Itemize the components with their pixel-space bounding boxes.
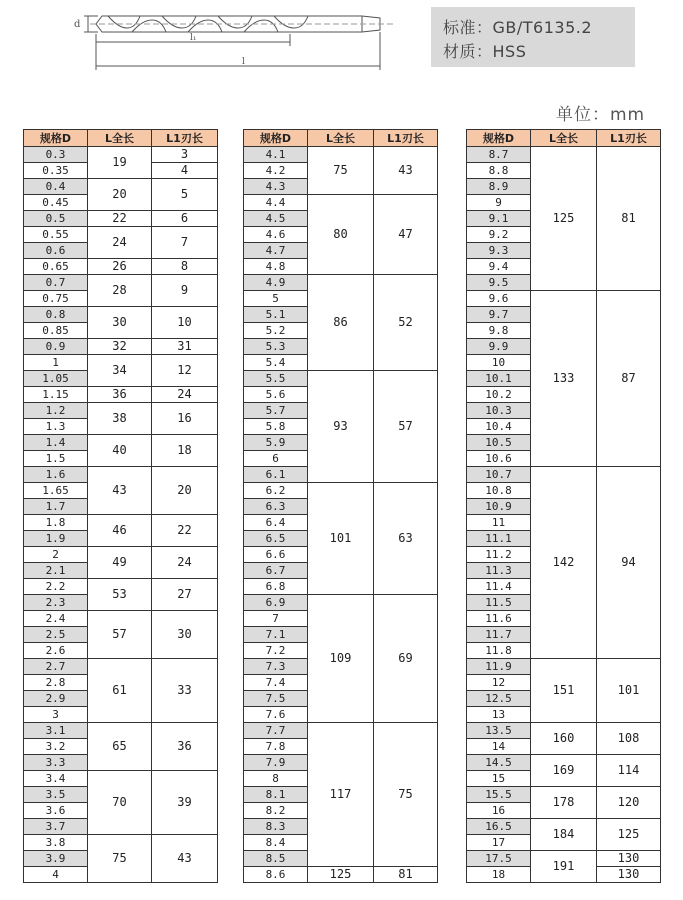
size-d-cell: 8.1 [244, 787, 308, 803]
size-d-cell: 2.8 [24, 675, 88, 691]
total-length-cell: 125 [531, 147, 597, 291]
total-length-cell: 169 [531, 755, 597, 787]
table-row [467, 291, 661, 307]
size-d-cell: 10.9 [467, 499, 531, 515]
size-d-cell: 8.9 [467, 179, 531, 195]
total-length-cell: 57 [88, 611, 152, 659]
table-row [24, 275, 218, 291]
flute-length-cell: 63 [374, 483, 438, 595]
column-header: L全长 [88, 130, 152, 147]
flute-length-cell: 9 [152, 275, 218, 307]
size-d-cell: 3.4 [24, 771, 88, 787]
flute-length-cell: 5 [152, 179, 218, 211]
total-length-cell: 24 [88, 227, 152, 259]
size-d-cell: 8.6 [244, 867, 308, 883]
flute-length-cell: 3 [152, 147, 218, 163]
spec-info-box [431, 7, 635, 67]
size-d-cell: 7.2 [244, 643, 308, 659]
column-header: 规格D [467, 130, 531, 147]
size-d-cell: 11.8 [467, 643, 531, 659]
total-length-cell: 142 [531, 467, 597, 659]
total-length-cell: 133 [531, 291, 597, 467]
total-length-cell: 184 [531, 819, 597, 851]
size-d-cell: 17.5 [467, 851, 531, 867]
size-d-cell: 0.45 [24, 195, 88, 211]
column-header: L1刃长 [374, 130, 438, 147]
total-length-cell: 40 [88, 435, 152, 467]
total-length-cell: 75 [308, 147, 374, 195]
size-d-cell: 6.1 [244, 467, 308, 483]
size-d-cell: 9.1 [467, 211, 531, 227]
table-row [467, 723, 661, 739]
flute-length-cell: 120 [597, 787, 661, 819]
size-d-cell: 3.8 [24, 835, 88, 851]
size-d-cell: 14.5 [467, 755, 531, 771]
size-d-cell: 5 [244, 291, 308, 307]
total-length-cell: 43 [88, 467, 152, 515]
size-d-cell: 7.3 [244, 659, 308, 675]
table-row [467, 851, 661, 867]
size-d-cell: 10 [467, 355, 531, 371]
total-length-cell: 117 [308, 723, 374, 867]
flute-length-cell: 101 [597, 659, 661, 723]
flute-length-cell: 130 [597, 867, 661, 883]
size-d-cell: 18 [467, 867, 531, 883]
flute-length-cell: 130 [597, 851, 661, 867]
size-d-cell: 1.15 [24, 387, 88, 403]
size-d-cell: 3.5 [24, 787, 88, 803]
size-d-cell: 5.8 [244, 419, 308, 435]
flute-length-cell: 43 [152, 835, 218, 883]
size-d-cell: 10.4 [467, 419, 531, 435]
column-header: 规格D [24, 130, 88, 147]
flute-length-cell: 30 [152, 611, 218, 659]
total-length-cell: 65 [88, 723, 152, 771]
size-d-cell: 5.2 [244, 323, 308, 339]
size-d-cell: 8.7 [467, 147, 531, 163]
column-header: L1刃长 [597, 130, 661, 147]
table-row [467, 467, 661, 483]
size-d-cell: 11.1 [467, 531, 531, 547]
size-d-cell: 16.5 [467, 819, 531, 835]
table-row [244, 371, 438, 387]
size-d-cell: 0.35 [24, 163, 88, 179]
table-row [24, 579, 218, 595]
size-d-cell: 0.3 [24, 147, 88, 163]
flute-length-cell: 24 [152, 387, 218, 403]
total-length-cell: 34 [88, 355, 152, 387]
total-length-cell: 86 [308, 275, 374, 371]
size-d-cell: 10.3 [467, 403, 531, 419]
size-d-cell: 9.2 [467, 227, 531, 243]
unit-label: 单位：mm [556, 105, 646, 125]
size-d-cell: 9.7 [467, 307, 531, 323]
size-d-cell: 4.9 [244, 275, 308, 291]
header-row [467, 130, 661, 147]
size-d-cell: 1.5 [24, 451, 88, 467]
size-d-cell: 1.6 [24, 467, 88, 483]
size-d-cell: 10.1 [467, 371, 531, 387]
table-row [24, 835, 218, 851]
diagram-label-l: l [242, 57, 245, 67]
size-d-cell: 3.9 [24, 851, 88, 867]
table-row [467, 147, 661, 163]
size-d-cell: 7.9 [244, 755, 308, 771]
size-d-cell: 0.6 [24, 243, 88, 259]
table-row [24, 147, 218, 163]
size-d-cell: 9 [467, 195, 531, 211]
size-d-cell: 1.4 [24, 435, 88, 451]
flute-length-cell: 36 [152, 723, 218, 771]
size-d-cell: 1.65 [24, 483, 88, 499]
size-d-cell: 0.85 [24, 323, 88, 339]
size-d-cell: 3.3 [24, 755, 88, 771]
size-d-cell: 6.6 [244, 547, 308, 563]
total-length-cell: 38 [88, 403, 152, 435]
size-d-cell: 6.4 [244, 515, 308, 531]
size-d-cell: 13.5 [467, 723, 531, 739]
size-d-cell: 0.9 [24, 339, 88, 355]
table-row [24, 771, 218, 787]
size-d-cell: 8 [244, 771, 308, 787]
total-length-cell: 80 [308, 195, 374, 275]
size-d-cell: 4.2 [244, 163, 308, 179]
flute-length-cell: 18 [152, 435, 218, 467]
total-length-cell: 101 [308, 483, 374, 595]
size-d-cell: 7.6 [244, 707, 308, 723]
total-length-cell: 61 [88, 659, 152, 723]
size-d-cell: 5.3 [244, 339, 308, 355]
total-length-cell: 125 [308, 867, 374, 883]
size-d-cell: 3 [24, 707, 88, 723]
size-d-cell: 15.5 [467, 787, 531, 803]
flute-length-cell: 22 [152, 515, 218, 547]
table-row [244, 483, 438, 499]
total-length-cell: 53 [88, 579, 152, 611]
size-d-cell: 10.2 [467, 387, 531, 403]
size-d-cell: 7.1 [244, 627, 308, 643]
flute-length-cell: 43 [374, 147, 438, 195]
column-header: L全长 [308, 130, 374, 147]
size-d-cell: 12.5 [467, 691, 531, 707]
total-length-cell: 26 [88, 259, 152, 275]
size-d-cell: 9.8 [467, 323, 531, 339]
size-d-cell: 4 [24, 867, 88, 883]
table-row [24, 723, 218, 739]
size-d-cell: 0.5 [24, 211, 88, 227]
size-d-cell: 6.5 [244, 531, 308, 547]
size-d-cell: 1 [24, 355, 88, 371]
total-length-cell: 22 [88, 211, 152, 227]
total-length-cell: 191 [531, 851, 597, 883]
size-d-cell: 11.4 [467, 579, 531, 595]
total-length-cell: 46 [88, 515, 152, 547]
size-d-cell: 4.4 [244, 195, 308, 211]
size-d-cell: 10.8 [467, 483, 531, 499]
table-row [467, 787, 661, 803]
total-length-cell: 32 [88, 339, 152, 355]
flute-length-cell: 87 [597, 291, 661, 467]
table-row [24, 547, 218, 563]
size-d-cell: 6.7 [244, 563, 308, 579]
size-d-cell: 3.7 [24, 819, 88, 835]
flute-length-cell: 81 [374, 867, 438, 883]
total-length-cell: 109 [308, 595, 374, 723]
size-d-cell: 3.1 [24, 723, 88, 739]
flute-length-cell: 125 [597, 819, 661, 851]
table-row [244, 195, 438, 211]
column-header: L全长 [531, 130, 597, 147]
flute-length-cell: 81 [597, 147, 661, 291]
total-length-cell: 19 [88, 147, 152, 179]
flute-length-cell: 114 [597, 755, 661, 787]
table-row [244, 867, 438, 883]
size-d-cell: 6 [244, 451, 308, 467]
table-row [24, 467, 218, 483]
total-length-cell: 28 [88, 275, 152, 307]
size-d-cell: 9.9 [467, 339, 531, 355]
size-d-cell: 5.7 [244, 403, 308, 419]
table-row [24, 259, 218, 275]
size-d-cell: 8.2 [244, 803, 308, 819]
size-d-cell: 11.3 [467, 563, 531, 579]
size-d-cell: 2.7 [24, 659, 88, 675]
size-d-cell: 0.7 [24, 275, 88, 291]
table-row [24, 403, 218, 419]
drill-dimension-diagram [62, 4, 402, 74]
size-d-cell: 8.3 [244, 819, 308, 835]
flute-length-cell: 20 [152, 467, 218, 515]
size-d-cell: 10.5 [467, 435, 531, 451]
size-d-cell: 11.2 [467, 547, 531, 563]
size-d-cell: 6.8 [244, 579, 308, 595]
table-row [467, 659, 661, 675]
standard-text: 标准：GB/T6135.2 [443, 18, 593, 37]
flute-length-cell: 94 [597, 467, 661, 659]
size-d-cell: 6.3 [244, 499, 308, 515]
table-row [244, 147, 438, 163]
size-d-cell: 4.7 [244, 243, 308, 259]
size-d-cell: 5.6 [244, 387, 308, 403]
flute-length-cell: 57 [374, 371, 438, 483]
size-d-cell: 1.3 [24, 419, 88, 435]
size-d-cell: 7.5 [244, 691, 308, 707]
size-d-cell: 10.6 [467, 451, 531, 467]
column-header: L1刃长 [152, 130, 218, 147]
size-d-cell: 9.5 [467, 275, 531, 291]
size-d-cell: 0.55 [24, 227, 88, 243]
total-length-cell: 30 [88, 307, 152, 339]
spec-table-2 [243, 129, 438, 883]
flute-length-cell: 39 [152, 771, 218, 835]
size-d-cell: 0.65 [24, 259, 88, 275]
table-row [24, 355, 218, 371]
size-d-cell: 7.7 [244, 723, 308, 739]
flute-length-cell: 52 [374, 275, 438, 371]
diagram-label-d: d [74, 19, 81, 30]
size-d-cell: 2.6 [24, 643, 88, 659]
size-d-cell: 8.8 [467, 163, 531, 179]
table-row [24, 387, 218, 403]
flute-length-cell: 24 [152, 547, 218, 579]
size-d-cell: 7.8 [244, 739, 308, 755]
size-d-cell: 5.1 [244, 307, 308, 323]
table-row [24, 659, 218, 675]
total-length-cell: 20 [88, 179, 152, 211]
header-row [24, 130, 218, 147]
size-d-cell: 2.5 [24, 627, 88, 643]
size-d-cell: 0.4 [24, 179, 88, 195]
diagram-label-l1: l₁ [190, 33, 197, 43]
flute-length-cell: 33 [152, 659, 218, 723]
table-row [24, 435, 218, 451]
size-d-cell: 13 [467, 707, 531, 723]
size-d-cell: 3.6 [24, 803, 88, 819]
size-d-cell: 16 [467, 803, 531, 819]
size-d-cell: 9.6 [467, 291, 531, 307]
size-d-cell: 2.2 [24, 579, 88, 595]
total-length-cell: 70 [88, 771, 152, 835]
size-d-cell: 0.75 [24, 291, 88, 307]
table-row [24, 211, 218, 227]
size-d-cell: 17 [467, 835, 531, 851]
size-d-cell: 11 [467, 515, 531, 531]
size-d-cell: 11.5 [467, 595, 531, 611]
size-d-cell: 5.9 [244, 435, 308, 451]
size-d-cell: 2.1 [24, 563, 88, 579]
size-d-cell: 1.05 [24, 371, 88, 387]
size-d-cell: 1.7 [24, 499, 88, 515]
size-d-cell: 1.8 [24, 515, 88, 531]
size-d-cell: 1.2 [24, 403, 88, 419]
size-d-cell: 14 [467, 739, 531, 755]
flute-length-cell: 4 [152, 163, 218, 179]
size-d-cell: 0.8 [24, 307, 88, 323]
total-length-cell: 160 [531, 723, 597, 755]
flute-length-cell: 16 [152, 403, 218, 435]
size-d-cell: 2.3 [24, 595, 88, 611]
column-header: 规格D [244, 130, 308, 147]
size-d-cell: 10.7 [467, 467, 531, 483]
spec-table-1 [23, 129, 218, 883]
size-d-cell: 8.5 [244, 851, 308, 867]
table-row [244, 723, 438, 739]
total-length-cell: 151 [531, 659, 597, 723]
size-d-cell: 4.6 [244, 227, 308, 243]
table-row [467, 755, 661, 771]
flute-length-cell: 7 [152, 227, 218, 259]
size-d-cell: 11.9 [467, 659, 531, 675]
material-text: 材质：HSS [443, 42, 527, 61]
size-d-cell: 4.1 [244, 147, 308, 163]
total-length-cell: 36 [88, 387, 152, 403]
size-d-cell: 12 [467, 675, 531, 691]
total-length-cell: 178 [531, 787, 597, 819]
table-row [24, 227, 218, 243]
table-row [24, 515, 218, 531]
flute-length-cell: 10 [152, 307, 218, 339]
size-d-cell: 9.3 [467, 243, 531, 259]
total-length-cell: 49 [88, 547, 152, 579]
size-d-cell: 11.7 [467, 627, 531, 643]
size-d-cell: 6.2 [244, 483, 308, 499]
table-row [244, 595, 438, 611]
size-d-cell: 7.4 [244, 675, 308, 691]
table-row [467, 819, 661, 835]
size-d-cell: 2 [24, 547, 88, 563]
size-d-cell: 4.5 [244, 211, 308, 227]
flute-length-cell: 69 [374, 595, 438, 723]
table-row [24, 611, 218, 627]
size-d-cell: 4.3 [244, 179, 308, 195]
size-d-cell: 5.4 [244, 355, 308, 371]
size-d-cell: 15 [467, 771, 531, 787]
flute-length-cell: 27 [152, 579, 218, 611]
size-d-cell: 7 [244, 611, 308, 627]
size-d-cell: 5.5 [244, 371, 308, 387]
flute-length-cell: 31 [152, 339, 218, 355]
size-d-cell: 11.6 [467, 611, 531, 627]
header-row [244, 130, 438, 147]
flute-length-cell: 108 [597, 723, 661, 755]
table-row [24, 179, 218, 195]
flute-length-cell: 12 [152, 355, 218, 387]
flute-length-cell: 47 [374, 195, 438, 275]
size-d-cell: 9.4 [467, 259, 531, 275]
table-row [244, 275, 438, 291]
flute-length-cell: 8 [152, 259, 218, 275]
table-row [24, 307, 218, 323]
spec-table-3 [466, 129, 661, 883]
size-d-cell: 8.4 [244, 835, 308, 851]
size-d-cell: 6.9 [244, 595, 308, 611]
table-row [24, 339, 218, 355]
size-d-cell: 4.8 [244, 259, 308, 275]
total-length-cell: 93 [308, 371, 374, 483]
size-d-cell: 1.9 [24, 531, 88, 547]
total-length-cell: 75 [88, 835, 152, 883]
flute-length-cell: 75 [374, 723, 438, 867]
size-d-cell: 2.4 [24, 611, 88, 627]
size-d-cell: 2.9 [24, 691, 88, 707]
size-d-cell: 3.2 [24, 739, 88, 755]
flute-length-cell: 6 [152, 211, 218, 227]
